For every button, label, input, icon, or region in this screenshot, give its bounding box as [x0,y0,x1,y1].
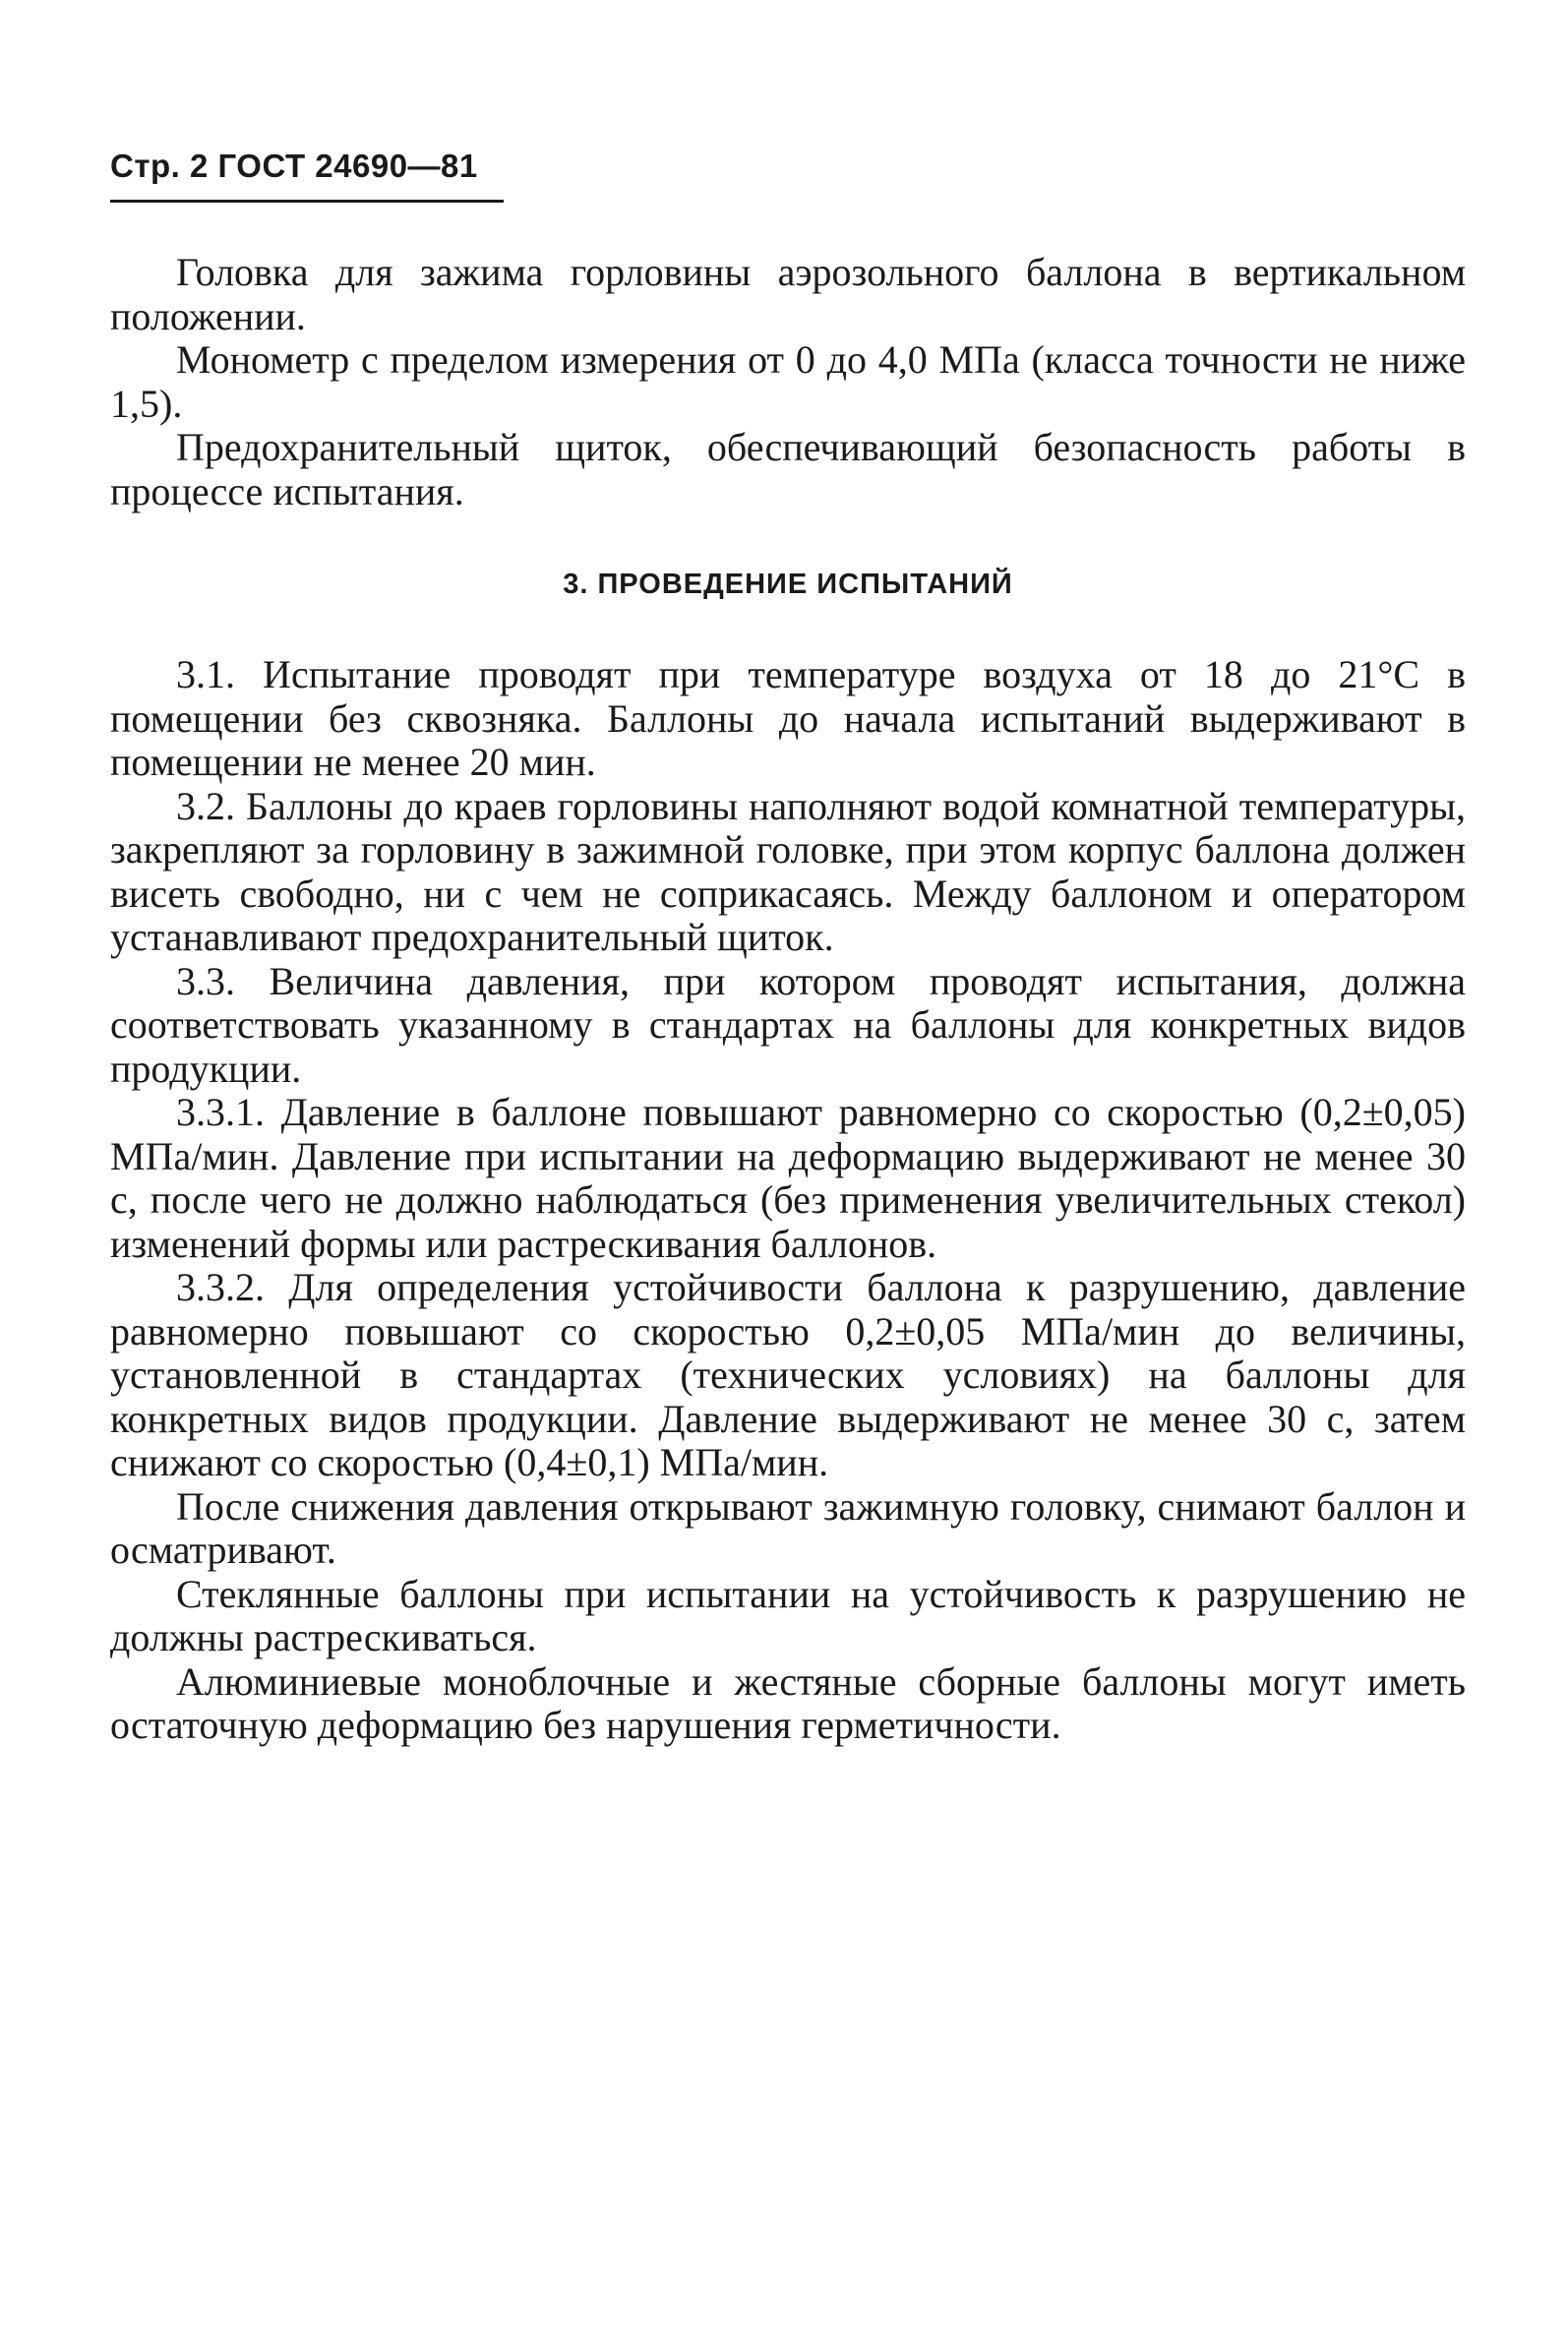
paragraph-clamp-head: Головка для зажима горловины аэрозольного баллона в вертикальном положении. [110,250,1466,338]
paragraph-3-3: 3.3. Величина давления, при котором проводят испытания, должна соответствовать указанному в стандартах на баллоны для конкретных видов продукции. [110,958,1466,1091]
header-rule [110,200,504,203]
paragraph-glass-cylinders: Стеклянные баллоны при испытании на устойчивость к разрушению не должны растрескиваться. [110,1571,1466,1659]
paragraph-3-1: 3.1. Испытание проводят при температуре воздуха от 18 до 21°С в помещении без сквозняка. Баллоны до начала испытаний выдерживают в помещении не менее 20 мин. [110,652,1466,784]
page-header: Стр. 2 ГОСТ 24690—81 [110,148,478,184]
paragraph-3-3-1: 3.3.1. Давление в баллоне повышают равномерно со скоростью (0,2±0,05) МПа/мин. Давление при испытании на деформацию выдерживают не менее 30 с, после чего не должно наблюдаться (без применения увеличительных стекол) изменений формы или растрескивания баллонов. [110,1090,1466,1266]
paragraph-safety-shield: Предохранительный щиток, обеспечивающий безопасность работы в процессе испытания. [110,425,1466,513]
paragraph-manometer: Монометр с пределом измерения от 0 до 4,0 МПа (класса точности не ниже 1,5). [110,337,1466,426]
section-heading: 3. ПРОВЕДЕНИЕ ИСПЫТАНИЙ [563,569,1013,600]
document-body [110,251,1466,1748]
paragraph-aluminium-tin-cylinders: Алюминиевые моноблочные и жестяные сборные баллоны могут иметь остаточную деформацию без нарушения герметичности. [110,1658,1466,1747]
paragraph-3-3-2: 3.3.2. Для определения устойчивости баллона к разрушению, давление равномерно повышают со скоростью 0,2±0,05 МПа/мин до величины, установленной в стандартах (технических условиях) на баллоны для конкретных видов продукции. Давление выдерживают не менее 30 с, затем снижают со скоростью (0,4±0,1) МПа/мин. [110,1265,1466,1484]
paragraph-3-2: 3.2. Баллоны до краев горловины наполняют водой комнатной температуры, закрепляют за горловину в зажимной головке, при этом корпус баллона должен висеть свободно, ни с чем не соприкасаясь. Между баллоном и оператором устанавливают предохранительный щиток. [110,783,1466,959]
paragraph-after-pressure-drop: После снижения давления открывают зажимную головку, снимают баллон и осматривают. [110,1483,1466,1572]
